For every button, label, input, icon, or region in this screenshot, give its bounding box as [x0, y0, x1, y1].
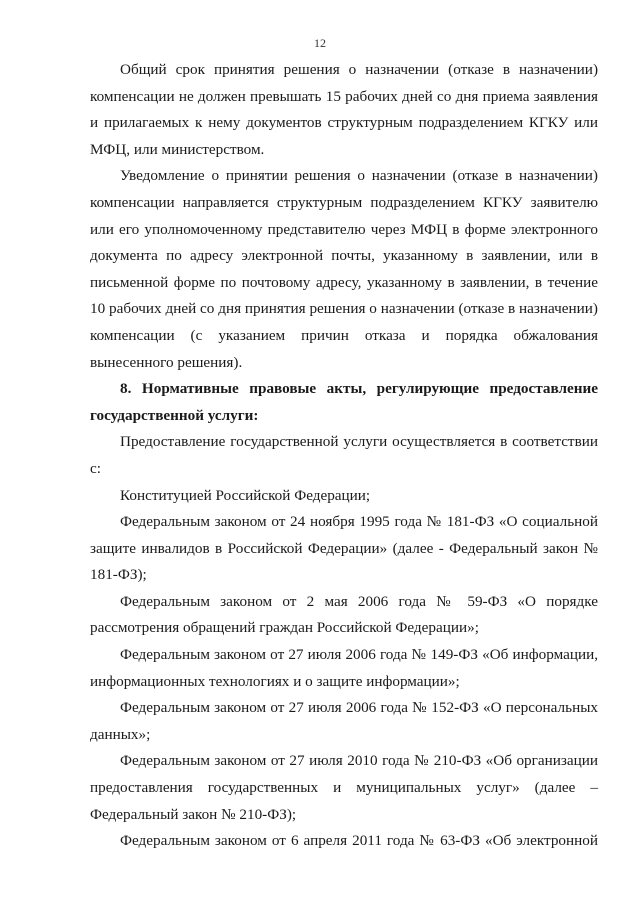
legal-act-210-fz: Федеральным законом от 27 июля 2010 года № 210-ФЗ «Об организации предоставления государственных и муниципальных услуг» (далее – Федеральный закон № 210-ФЗ);	[90, 752, 598, 823]
paragraph-decision-notification: Уведомление о принятии решения о назначении (отказе в назначении) компенсации направляется структурным подразделением КГКУ заявителю или его уполномоченному представителю через МФЦ в форме электронного документа по адресу электронной почты, указанному в заявлении, или в письменной форме по почтовому адресу, указанному в заявлении, в течение 10 рабочих дней со дня принятия решения о назначении (отказе в назначении) компенсации (с указанием причин отказа и порядка обжалования вынесенного решения).	[90, 167, 598, 371]
legal-act-63-fz: Федеральным законом от 6 апреля 2011 года № 63-ФЗ «Об электронной	[120, 832, 598, 850]
paragraph-decision-term: Общий срок принятия решения о назначении (отказе в назначении) компенсации не должен превышать 15 рабочих дней со дня приема заявления и прилагаемых к нему документов структурным подразделением КГКУ или МФЦ, или министерством.	[90, 61, 598, 158]
legal-act-152-fz: Федеральным законом от 27 июля 2006 года № 152-ФЗ «О персональных данных»;	[90, 699, 598, 743]
legal-act-181-fz: Федеральным законом от 24 ноября 1995 года № 181-ФЗ «О социальной защите инвалидов в Российской Федерации» (далее - Федеральный закон № 181-ФЗ);	[90, 513, 598, 584]
legal-act-constitution: Конституцией Российской Федерации;	[120, 486, 371, 504]
section-heading-legal-acts: 8. Нормативные правовые акты, регулирующие предоставление государственной услуги:	[90, 380, 598, 424]
page-number: 12	[314, 36, 326, 50]
paragraph-service-basis: Предоставление государственной услуги осуществляется в соответствии с:	[90, 433, 598, 477]
document-body	[90, 57, 598, 855]
legal-act-149-fz: Федеральным законом от 27 июля 2006 года № 149-ФЗ «Об информации, информационных технологиях и о защите информации»;	[90, 646, 598, 690]
legal-act-59-fz: Федеральным законом от 2 мая 2006 года № 59-ФЗ «О порядке рассмотрения обращений граждан Российской Федерации»;	[90, 592, 598, 637]
